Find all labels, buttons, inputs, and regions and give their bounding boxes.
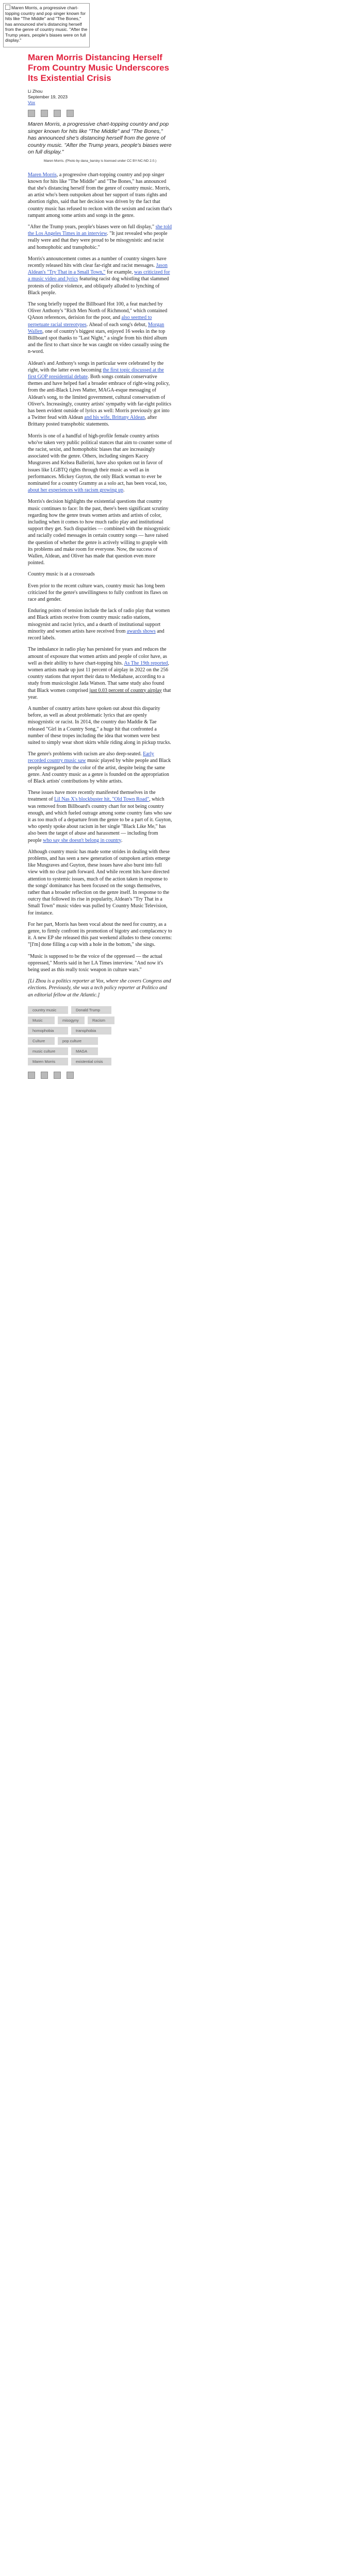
print-share-icon[interactable] bbox=[67, 110, 74, 117]
print-share-icon[interactable] bbox=[67, 1072, 74, 1079]
byline bbox=[28, 89, 172, 106]
tag-list bbox=[28, 1005, 172, 1066]
publish-date: September 19, 2023 bbox=[28, 94, 68, 99]
tag-row bbox=[28, 1015, 172, 1025]
article-paragraph: Country music is at a crossroads bbox=[28, 571, 95, 578]
tag-chip[interactable]: homophobia bbox=[28, 1027, 68, 1035]
tag-chip[interactable]: music culture bbox=[28, 1047, 68, 1055]
author-bio: [Li Zhou is a politics reporter at Vox, where she covers Congress and elections. Previously, she was a tech policy reporter at Politico and an editorial fellow at the Atlantic.] bbox=[28, 978, 171, 998]
article-body bbox=[28, 172, 172, 974]
article-paragraph: "After the Trump years, people's biases were on full display," she told the Los Angeles Times in an interview. "It just revealed who people really were and that they were proud to be misogynistic and racist and homophobic and transphobic." bbox=[28, 224, 172, 250]
tag-chip[interactable]: country music bbox=[28, 1006, 68, 1014]
share-buttons-bottom bbox=[28, 1072, 172, 1079]
inline-link[interactable]: Maren Morris bbox=[28, 172, 57, 178]
inline-link[interactable]: Morgan Wallen bbox=[28, 321, 165, 334]
tag-chip[interactable]: existential crisis bbox=[71, 1058, 111, 1065]
tag-chip[interactable]: Music bbox=[28, 1016, 55, 1024]
hero-image-alt-text: Maren Morris, a progressive chart-topping country and pop singer known for hits like "The Middle" and "The Bones," has announced she's distancing herself from the genre of country music. "After the Trump years, people's biases were on full display." bbox=[5, 5, 88, 43]
tag-row bbox=[28, 1056, 172, 1066]
email-share-icon[interactable] bbox=[28, 110, 35, 117]
broken-image-icon bbox=[5, 5, 10, 10]
tag-row bbox=[28, 1025, 172, 1036]
photo-caption: Maren Morris. (Photo by dana_barsky is licensed under CC BY-NC-ND 2.0.) bbox=[43, 159, 157, 163]
tag-row bbox=[28, 1036, 172, 1046]
inline-link[interactable]: was criticized for a music video and lyrics bbox=[28, 269, 170, 282]
inline-link[interactable]: awards shows bbox=[126, 628, 156, 634]
article-paragraph: These issues have more recently manifested themselves in the treatment of Lil Nas X's blockbuster hit, "Old Town Road", which was removed from Billboard's country chart for not being country enough, and which fueled outrage among some country fans who saw it as too much of a departure from the genre to be a part of it. Guyton, who openly spoke about racism in her single "Black Like Me," has also been the target of abuse and harassment — including from people who say she doesn't belong in country. bbox=[28, 790, 172, 843]
hero-image-alt bbox=[3, 3, 90, 47]
tag-chip[interactable]: pop culture bbox=[58, 1037, 98, 1045]
article-paragraph: Although country music has made some strides in dealing with these problems, and has seen a new generation of outspoken artists emerge like Musgraves and Guyton, these issues have also burst into full view with no clear path forward. And while recent hits have directed attention to systemic issues, much of the action taken in response to the songs' dominance has been focused on the songs themselves, rather than a broader reflection on the genre itself. In response to the outcry that followed its rise in popularity, Aldean's "Try That in a Small Town" music video was pulled by Country Music Television, for instance. bbox=[28, 849, 171, 916]
article-paragraph: Enduring points of tension include the lack of radio play that women and Black artists receive from country music radio stations, misogynist and racist lyrics, and a dearth of institutional support minority and women artists have received from awards shows and record labels. bbox=[28, 608, 170, 641]
inline-link[interactable]: the first topic discussed at the first GOP presidential debate bbox=[28, 367, 164, 380]
inline-link[interactable]: As The 19th reported bbox=[124, 660, 168, 666]
article-dek: Maren Morris, a progressive chart-topping country and pop singer known for hits like "The Middle" and "The Bones," has announced she's distancing herself from the genre of country music. "After the Trump years, people's biases were on full display." bbox=[28, 121, 172, 155]
inline-link[interactable]: also seemed to perpetuate racial stereotypes bbox=[28, 315, 152, 328]
article-paragraph: The imbalance in radio play has persisted for years and reduces the amount of exposure that women artists and people of color have, as well as their ability to have chart-topping hits. As The 19th reported, women artists made up just 11 percent of airplay in 2022 on the 256 country stations that report their data to Mediabase, according to a study from musicologist Jada Watson. That same study also found that Black women comprised just 0.03 percent of country airplay that year. bbox=[28, 647, 171, 700]
article-paragraph: Even prior to the recent culture wars, country music has long been criticized for the genre's unwillingness to fully confront its flaws on race and gender. bbox=[28, 583, 168, 603]
share-buttons-top bbox=[28, 110, 172, 117]
tag-chip[interactable]: Donald Trump bbox=[71, 1006, 111, 1014]
facebook-share-icon[interactable] bbox=[41, 1072, 48, 1079]
tag-row bbox=[28, 1046, 172, 1056]
twitter-share-icon[interactable] bbox=[54, 1072, 61, 1079]
author: Li Zhou bbox=[28, 89, 43, 94]
inline-link[interactable]: Jason Aldean's "Try That in a Small Town," bbox=[28, 262, 168, 276]
inline-link[interactable]: and his wife, Brittany Aldean bbox=[84, 415, 145, 421]
tag-chip[interactable]: Racism bbox=[88, 1016, 114, 1024]
tag-row bbox=[28, 1005, 172, 1015]
facebook-share-icon[interactable] bbox=[41, 110, 48, 117]
inline-link[interactable]: about her experiences with racism growing up bbox=[28, 487, 123, 494]
tag-chip[interactable]: Maren Morris bbox=[28, 1058, 68, 1065]
article-paragraph: A number of country artists have spoken out about this disparity before, as well as about problematic lyrics that are openly misogynistic or racist. In 2014, the country duo Maddie & Tae released "Girl in a Country Song," a huge hit that confronted a number of these tropes including the idea that women were best suited to simply wear short skirts while riding along in pickup trucks. bbox=[28, 705, 171, 745]
source-link[interactable]: Vox bbox=[28, 100, 36, 105]
article-paragraph: "Music is supposed to be the voice of the oppressed — the actual oppressed," Morris said in her LA Times interview. "And now it's being used as this really toxic weapon in culture wars." bbox=[28, 953, 163, 973]
email-share-icon[interactable] bbox=[28, 1072, 35, 1079]
article-paragraph: The genre's problems with racism are also deep-seated. Early recorded country music saw music played by white people and Black people segregated by the color of the artist, despite being the same genre. And country music as a genre is founded on the appropriation of Black artists' contributions by white artists. bbox=[28, 751, 171, 784]
article-paragraph: For her part, Morris has been vocal about the need for country, as a genre, to firmly confront its promotion of bigotry and complacency to it. A new EP she released this past weekend alludes to these concerns: "[I'm] done filling a cup with a hole in the bottom," she sings. bbox=[28, 921, 172, 948]
tag-chip[interactable]: MAGA bbox=[71, 1047, 98, 1055]
article-paragraph: Aldean's and Anthony's songs in particular were celebrated by the right, with the latter even becoming the first topic discussed at the first GOP presidential debate. Both songs contain conservative themes and have helped fuel a broader embrace of right-wing policy, from the anti-Black Lives Matter, MAGA-esque messaging of Aldean's song, to the limited government, cultural conservatism of Oliver's. Increasingly, country artists' sympathy with far-right politics has been evident outside of lyrics as well: Morris previously got into a Twitter feud with Aldean and his wife, Brittany Aldean, after Brittany posted transphobic statements. bbox=[28, 360, 171, 428]
article-headline: Maren Morris Distancing Herself From Country Music Underscores Its Existential Crisis bbox=[28, 53, 169, 83]
inline-link[interactable]: she told the Los Angeles Times in an interview bbox=[28, 224, 172, 237]
article-paragraph: Morris's decision highlights the existential questions that country music continues to face: In the past, there's been significant scrutiny regarding how the genre treats women artists and artists of color, including when it comes to how much radio play and institutional support they get. Such disparities — combined with the misogynistic and racially coded messages in certain country songs — have raised the question of whether the genre is actively willing to grapple with its problems and make room for everyone. Now, the success of Wallen, Aldean, and Oliver has made that question even more pointed. bbox=[28, 499, 171, 566]
tag-chip[interactable]: misogyny bbox=[58, 1016, 85, 1024]
article bbox=[28, 53, 172, 1079]
article-paragraph: Morris is one of a handful of high-profile female country artists who've taken very public political stances that aim to counter some of the racist, sexist, and homophobic biases that are increasingly associated with the genre. Others, including singers Kacey Musgraves and Kelsea Ballerini, have also spoken out in favor of issues like LGBTQ rights through their music as well as in performances. Mickey Guyton, the only Black woman to ever be nominated for a country Grammy as a solo act, has been vocal, too, about her experiences with racism growing up. bbox=[28, 433, 172, 494]
article-paragraph: The song briefly topped the Billboard Hot 100, a feat matched by Oliver Anthony's "Rich Men North of Richmond," which contained QAnon references, derision for the poor, and also seemed to perpetuate racial stereotypes. Ahead of each song's debut, Morgan Wallen, one of country's biggest stars, enjoyed 16 weeks in the top Billboard spot thanks to "Last Night," a single from his third album and the first to chart since he was caught on video casually using the n-word. bbox=[28, 301, 170, 355]
tag-chip[interactable]: transphobia bbox=[71, 1027, 111, 1035]
inline-link[interactable]: Early recorded country music saw bbox=[28, 751, 154, 764]
inline-link[interactable]: who say she doesn't belong in country bbox=[43, 837, 121, 843]
tag-chip[interactable]: Culture bbox=[28, 1037, 55, 1045]
twitter-share-icon[interactable] bbox=[54, 110, 61, 117]
article-paragraph: Maren Morris, a progressive chart-topping country and pop singer known for hits like "The Middle" and "The Bones," has announced that she's distancing herself from the genre of country music. Morris, an artist who's been outspoken about her support of trans rights and abortion rights, said that her decision was driven by the fact that country music has refused to reckon with the sexism and racism that's rampant among some artists and songs in the genre. bbox=[28, 172, 172, 218]
inline-link[interactable]: Lil Nas X's blockbuster hit, "Old Town Road" bbox=[54, 796, 150, 803]
underlined-link[interactable]: just 0.03 percent of country airplay bbox=[89, 687, 162, 693]
article-paragraph: Morris's announcement comes as a number of country singers have recently released hits with clear far-right and racist messages. Jason Aldean's "Try That in a Small Town," for example, was criticized for a music video and lyrics featuring racist dog whistling that slammed protests of police violence, and obliquely alluded to lynching of Black people. bbox=[28, 256, 170, 296]
